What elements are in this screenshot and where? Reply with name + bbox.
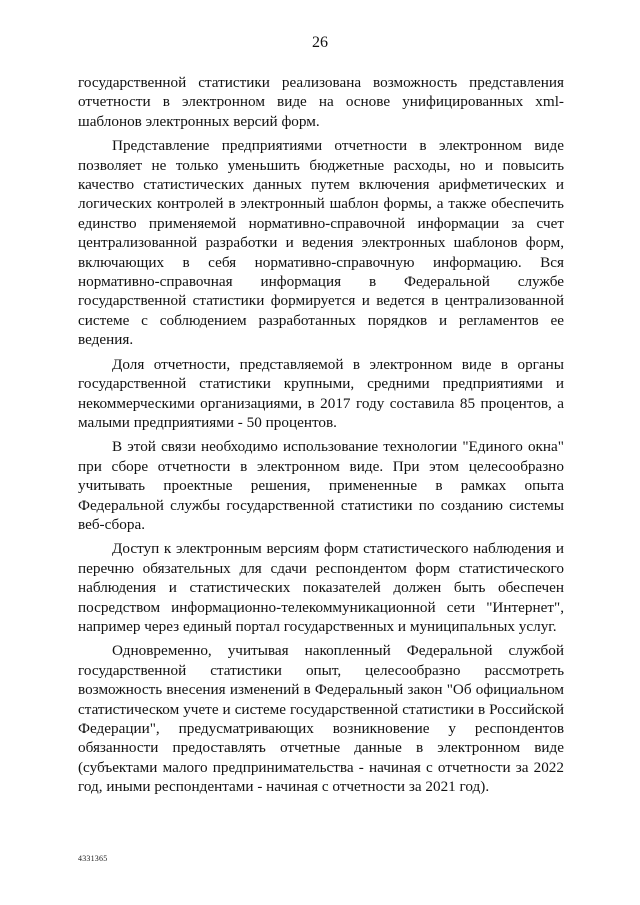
document-code: 4331365 <box>78 854 108 863</box>
paragraph-internet-access: Доступ к электронным версиям форм статистического наблюдения и перечню обязательных для сдачи респондентом форм статистического наблюдения и статистических показателей должен быть обеспечен посредством информационно-телекоммуникационной сети "Интернет", например через единый портал государственных и муниципальных услуг. <box>78 540 564 635</box>
paragraph-single-window: В этой связи необходимо использование технологии "Единого окна" при сборе отчетности в электронном виде. При этом целесообразно учитывать проектные решения, примененные в рамках опыта Федеральной службы государственной статистики по созданию системы веб-сбора. <box>78 438 564 533</box>
paragraph-law-amendment: Одновременно, учитывая накопленный Федеральной службой государственной статистики опыт, целесообразно рассмотреть возможность внесения изменений в Федеральный закон "Об официальном статистическом учете и системе государственной статистики в Российской Федерации", предусматривающих возникновение у респондентов обязанности предоставлять отчетные данные в электронном виде (субъектами малого предпринимательства - начиная с отчетности за 2022 год, иными респондентами - начиная с отчетности за 2021 год). <box>78 642 564 796</box>
paragraph-electronic-reporting-benefits: Представление предприятиями отчетности в электронном виде позволяет не только уменьшить бюджетные расходы, но и повысить качество статистических данных путем включения арифметических и логических контролей в электронный шаблон формы, а также обеспечить единство применяемой нормативно-справочной информации за счет централизованной разработки и ведения электронных шаблонов форм, включающих в себя нормативно-справочную информацию. Вся нормативно-справочная информация в Федеральной службе государственной статистики формируется и ведется в централизованной системе с соблюдением разработанных порядков и регламентов ее ведения. <box>78 137 564 349</box>
paragraph-electronic-share: Доля отчетности, представляемой в электронном виде в органы государственной статистики крупными, средними предприятиями и некоммерческими организациями, в 2017 году составила 85 процентов, а малыми предприятиями - 50 процентов. <box>78 355 564 431</box>
document-body <box>78 73 564 802</box>
paragraph-continuation: государственной статистики реализована возможность представления отчетности в электронном виде на основе унифицированных xml-шаблонов электронных версий форм. <box>78 74 564 130</box>
page-number: 26 <box>312 34 328 51</box>
